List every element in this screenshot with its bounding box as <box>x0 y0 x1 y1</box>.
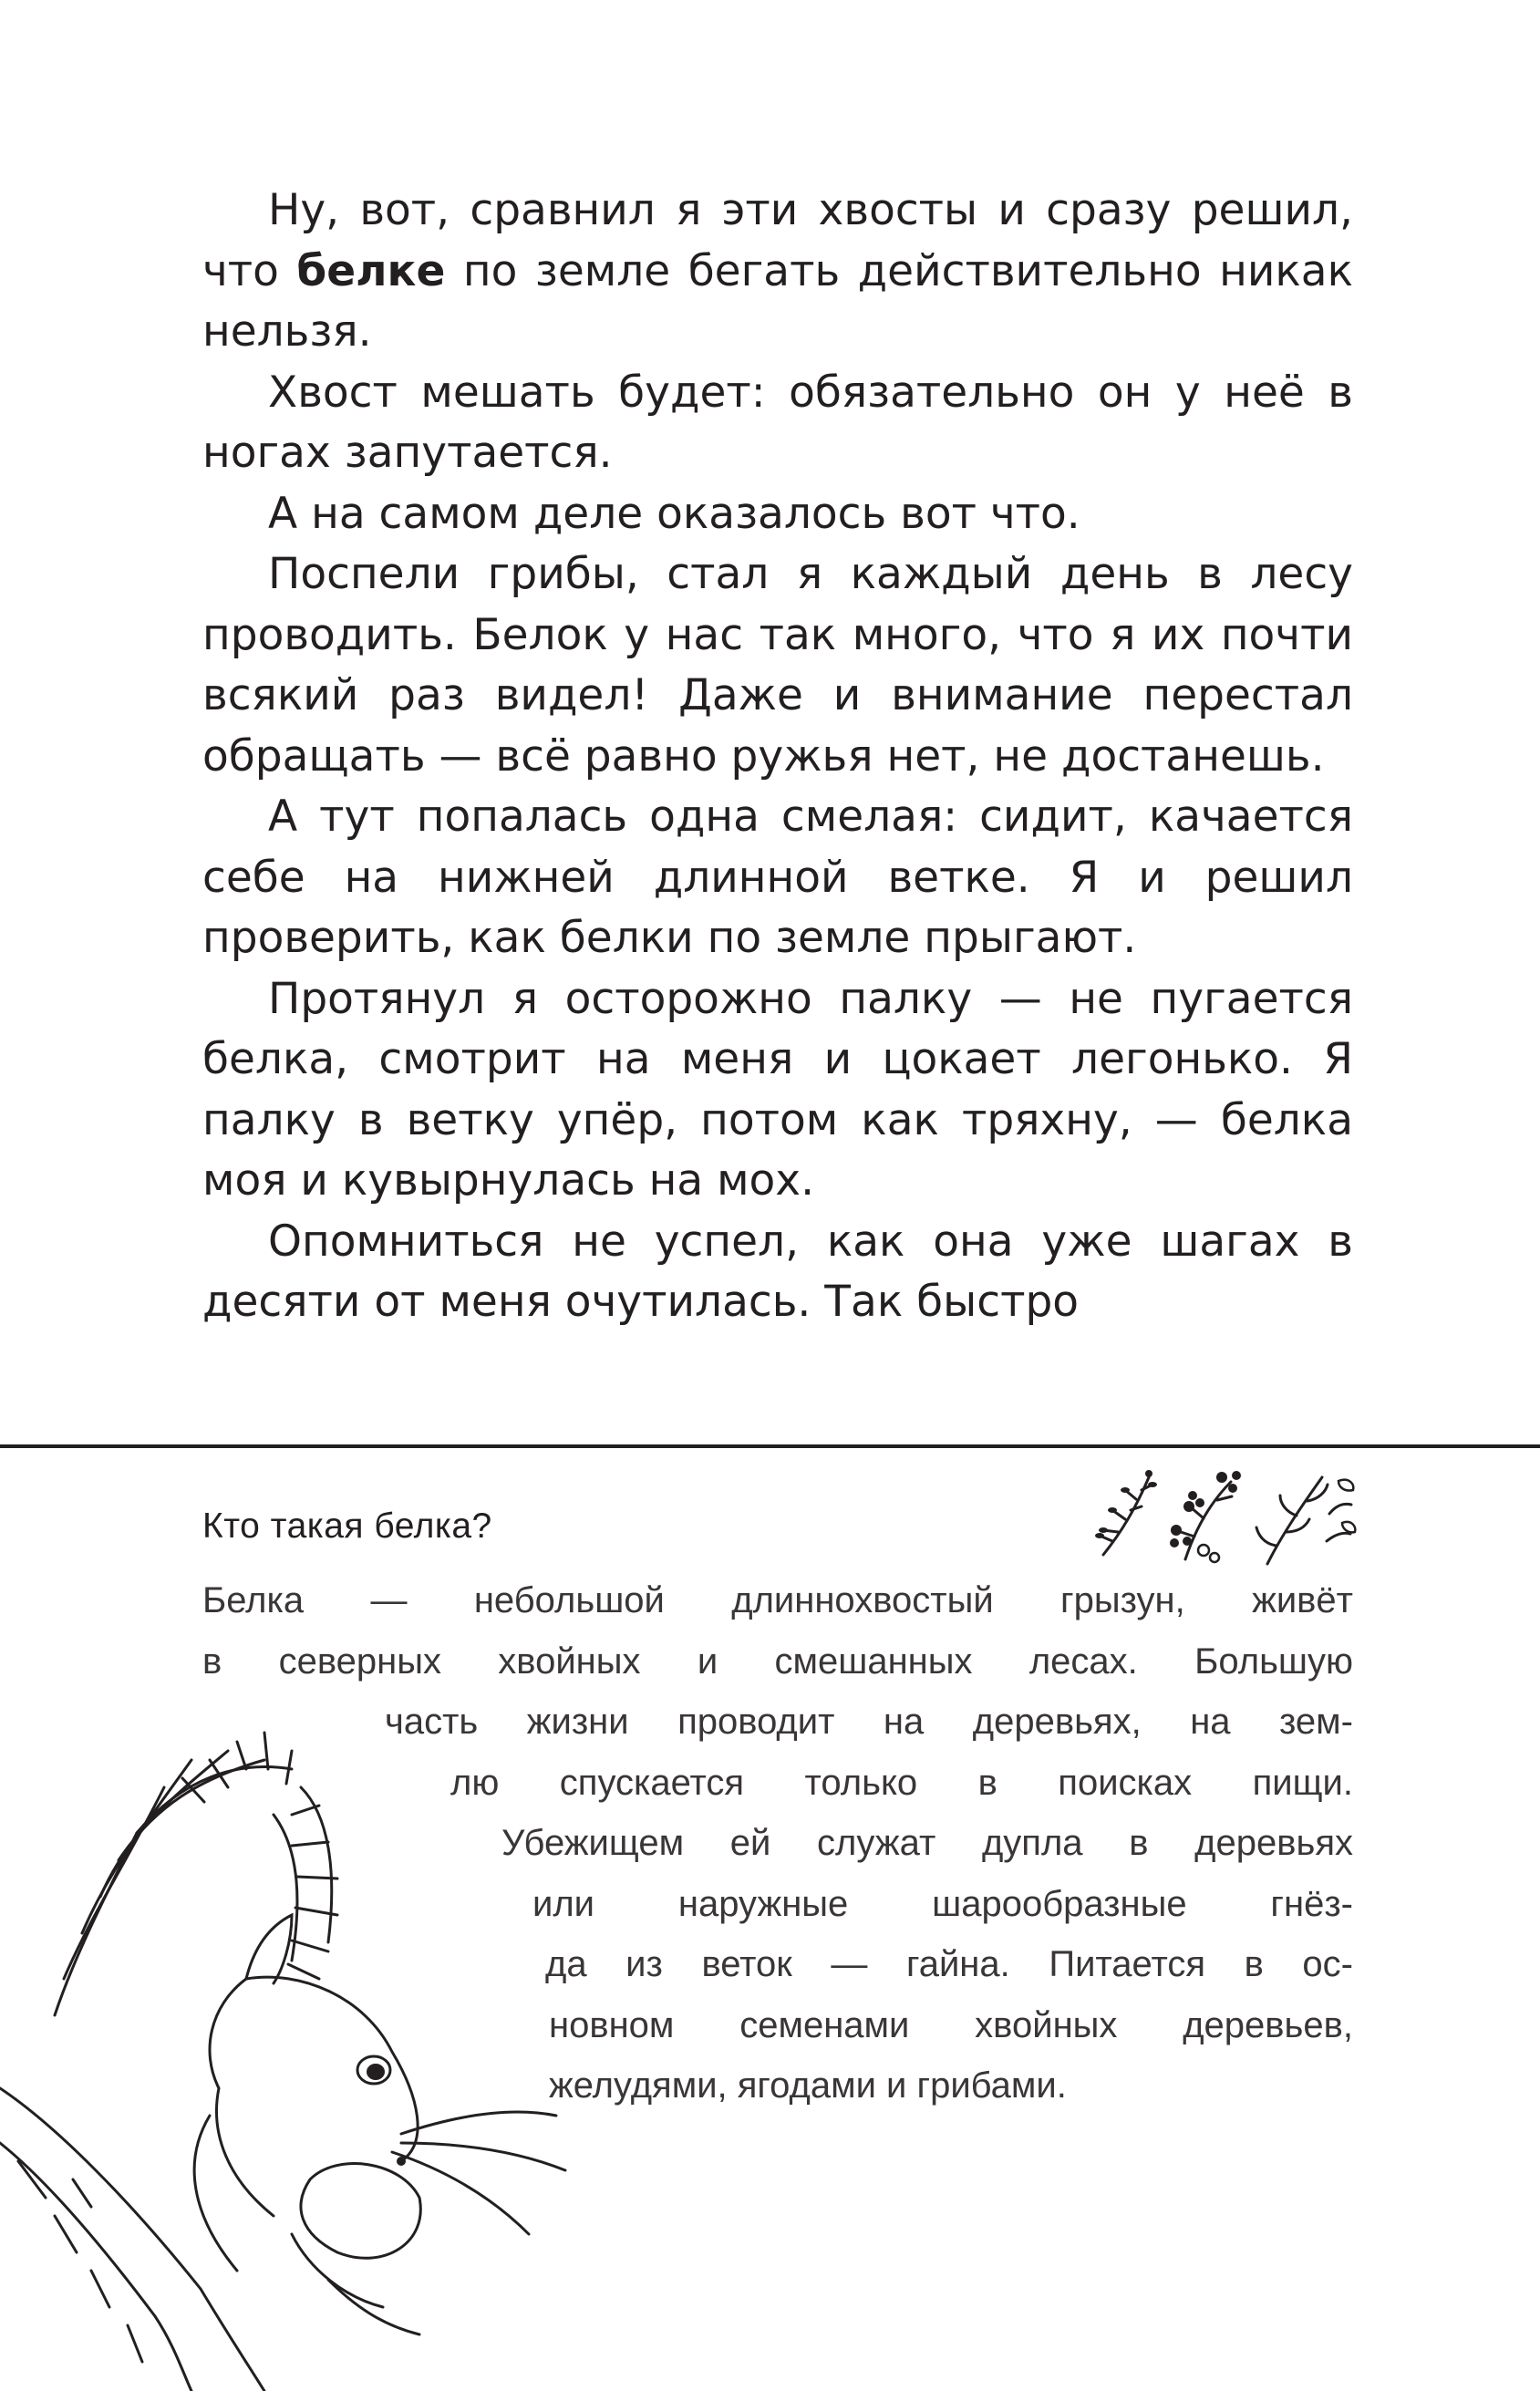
sidebar-line: лю спускается только в поисках пищи. <box>450 1762 1353 1803</box>
paragraph-text: по земле бегать действительно никак нельзя. <box>202 245 1353 357</box>
story-paragraph <box>202 1212 1353 1333</box>
sidebar-line: Белка — небольшой длиннохвостый грызун, живёт <box>202 1580 1353 1620</box>
paragraph-text: Ну, вот, сравнил я эти хвосты и сразу решил, что <box>202 185 1353 296</box>
story-paragraph <box>202 787 1353 969</box>
sidebar-line: да из веток — гайна. Питается в ос- <box>545 1944 1353 1984</box>
sidebar-line: Убежищем ей служат дупла в деревьях <box>501 1823 1353 1863</box>
paragraph-text: Хвост мешать будет: обязательно он у неё в ногах запутается. <box>202 367 1353 478</box>
story-paragraph <box>202 363 1353 484</box>
sidebar-title: Кто такая белка? <box>202 1506 492 1546</box>
sidebar-line: новном семенами хвойных деревьев, <box>549 2004 1353 2045</box>
paragraph-text: А на самом деле оказалось вот что. <box>268 488 1080 539</box>
story-paragraph <box>202 969 1353 1212</box>
story-text <box>202 181 1353 1333</box>
story-paragraph <box>202 181 1353 363</box>
section-divider <box>0 1444 1540 1448</box>
paragraph-text: Опомниться не успел, как она уже шагах в десяти от меня очутилась. Так быстро <box>202 1216 1353 1327</box>
paragraph-text: Протянул я осторожно палку — не пугается белка, смотрит на меня и цокает легонько. Я палку в ветку упёр, потом как тряхну, — белка моя и кувырнулась на мох. <box>202 973 1353 1206</box>
paragraph-text: Поспели грибы, стал я каждый день в лесу проводить. Белок у нас так много, что я их почти всякий раз видел! Даже и внимание перестал обращать — всё равно ружья нет, не достанешь. <box>202 549 1353 781</box>
sidebar-line: часть жизни проводит на деревьях, на зем- <box>385 1702 1353 1742</box>
sidebar-line: или наружные шарообразные гнёз- <box>532 1883 1353 1924</box>
leaf-ornament-icon <box>1085 1459 1359 1568</box>
paragraph-text: А тут попалась одна смелая: сидит, качается себе на нижней длинной ветке. Я и решил проверить, как белки по земле прыгают. <box>202 792 1353 963</box>
story-paragraph <box>202 484 1353 545</box>
story-paragraph <box>202 544 1353 787</box>
squirrel-illustration <box>0 1705 584 2391</box>
sidebar-line: желудями, ягодами и грибами. <box>549 2065 1067 2106</box>
sidebar-line: в северных хвойных и смешанных лесах. Большую <box>202 1641 1353 1682</box>
bold-term: белке <box>296 245 446 296</box>
